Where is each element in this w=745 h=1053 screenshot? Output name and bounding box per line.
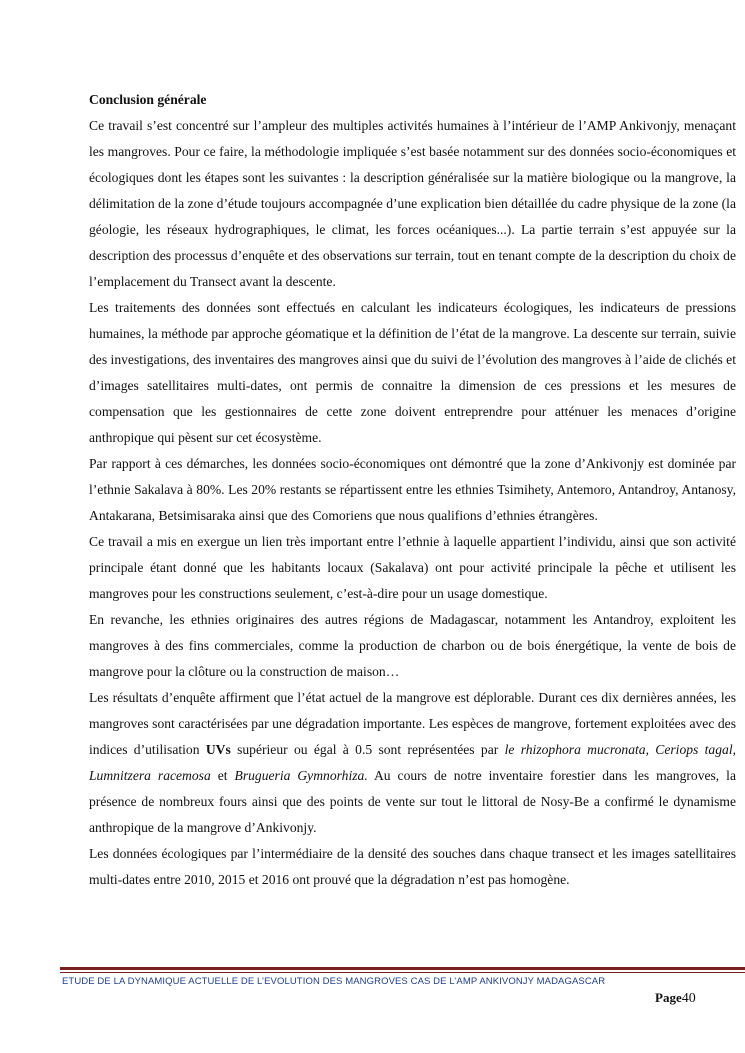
paragraph: En revanche, les ethnies originaires des autres régions de Madagascar, notamment les Antandroy, exploitent les mangroves à des fins commerciales, comme la production de charbon ou de bois énergétique, la vente de bois de mangrove pour la clôture ou la construction de maison… [89, 612, 736, 679]
paragraph: Ce travail s’est concentré sur l’ampleur des multiples activités humaines à l’intérieur de l’AMP Ankivonjy, menaçant les mangroves. Pour ce faire, la méthodologie impliquée s’est basée notamment sur des données socio-économiques et écologiques dont les étapes sont les suivantes : la description généralisée sur la matière biologique ou la mangrove, la délimitation de la zone d’étude toujours accompagnée d’une explication bien détaillée du cadre physique de la zone (la géologie, les réseaux hydrographiques, le climat, les forces océaniques...). La partie terrain s’est appuyée sur la description des processus d’enquête et des observations sur terrain, tout en tenant compte de la description du choix de l’emplacement du Transect avant la descente. [89, 118, 736, 289]
paragraph: Par rapport à ces démarches, les données socio-économiques ont démontré que la zone d’Ankivonjy est dominée par l’ethnie Sakalava à 80%. Les 20% restants se répartissent entre les ethnies Tsimihety, Antemoro, Antandroy, Antanosy, Antakarana, Betsimisaraka ainsi que des Comoriens que nous qualifions d’ethnies étrangères. [89, 456, 736, 523]
species-names: le rhizophora mucronata, Ceriops tagal, Lumnitzera racemosa [89, 742, 736, 783]
species-name: Brugueria Gymnorhiza. [234, 768, 368, 783]
footer-rule-thin [60, 972, 745, 973]
footer-rule [60, 967, 745, 970]
paragraph-text: Au cours de notre inventaire forestier dans les mangroves, la présence de nombreux fours ainsi que des points de vente sur tout le littoral de Nosy-Be a confirmé le dynamisme anthropique de la mangrove d’Ankivonjy. [89, 768, 736, 835]
page-number [655, 990, 696, 1007]
paragraph: Les traitements des données sont effectués en calculant les indicateurs écologiques, les indicateurs de pressions humaines, la méthode par approche géomatique et la définition de l’état de la mangrove. La descente sur terrain, suivie des investigations, des inventaires des mangroves ainsi que du suivi de l’évolution des mangroves à l’aide de clichés et d’images satellitaires multi-dates, ont permis de connaitre la dimension de ces pressions et les mesures de compensation que les gestionnaires de cette zone doivent entreprendre pour atténuer les menaces d’origine anthropique qui pèsent sur cet écosystème. [89, 300, 736, 445]
document-body [89, 87, 736, 893]
section-heading: Conclusion générale [89, 92, 207, 107]
page-number-value: 40 [681, 991, 696, 1006]
paragraph-text: supérieur ou égal à 0.5 sont représentées par [230, 742, 505, 757]
page-label: Page [655, 990, 682, 1005]
paragraph: Les données écologiques par l’intermédiaire de la densité des souches dans chaque transect et les images satellitaires multi-dates entre 2010, 2015 et 2016 ont prouvé que la dégradation n’est pas homogène. [89, 846, 736, 887]
paragraph: Ce travail a mis en exergue un lien très important entre l’ethnie à laquelle appartient l’individu, ainsi que son activité principale étant donné que les habitants locaux (Sakalava) ont pour activité principale la pêche et utilisent les mangroves pour les constructions seulement, c’est-à-dire pour un usage domestique. [89, 534, 736, 601]
uvs-term: UVs [205, 742, 231, 757]
paragraph-text: Les résultats d’enquête affirment que l’état actuel de la mangrove est déplorable. Durant ces dix dernières années, les mangroves sont caractérisées par une dégradation importante. Les espèces de mangrove, fortement exploitées avec des indices d’utilisation [89, 690, 736, 757]
paragraph-results [89, 685, 736, 841]
paragraph-text: et [210, 768, 235, 783]
footer-title: ETUDE DE LA DYNAMIQUE ACTUELLE DE L’EVOLUTION DES MANGROVES CAS DE L’AMP ANKIVONJY MADAGASCAR [62, 976, 606, 987]
